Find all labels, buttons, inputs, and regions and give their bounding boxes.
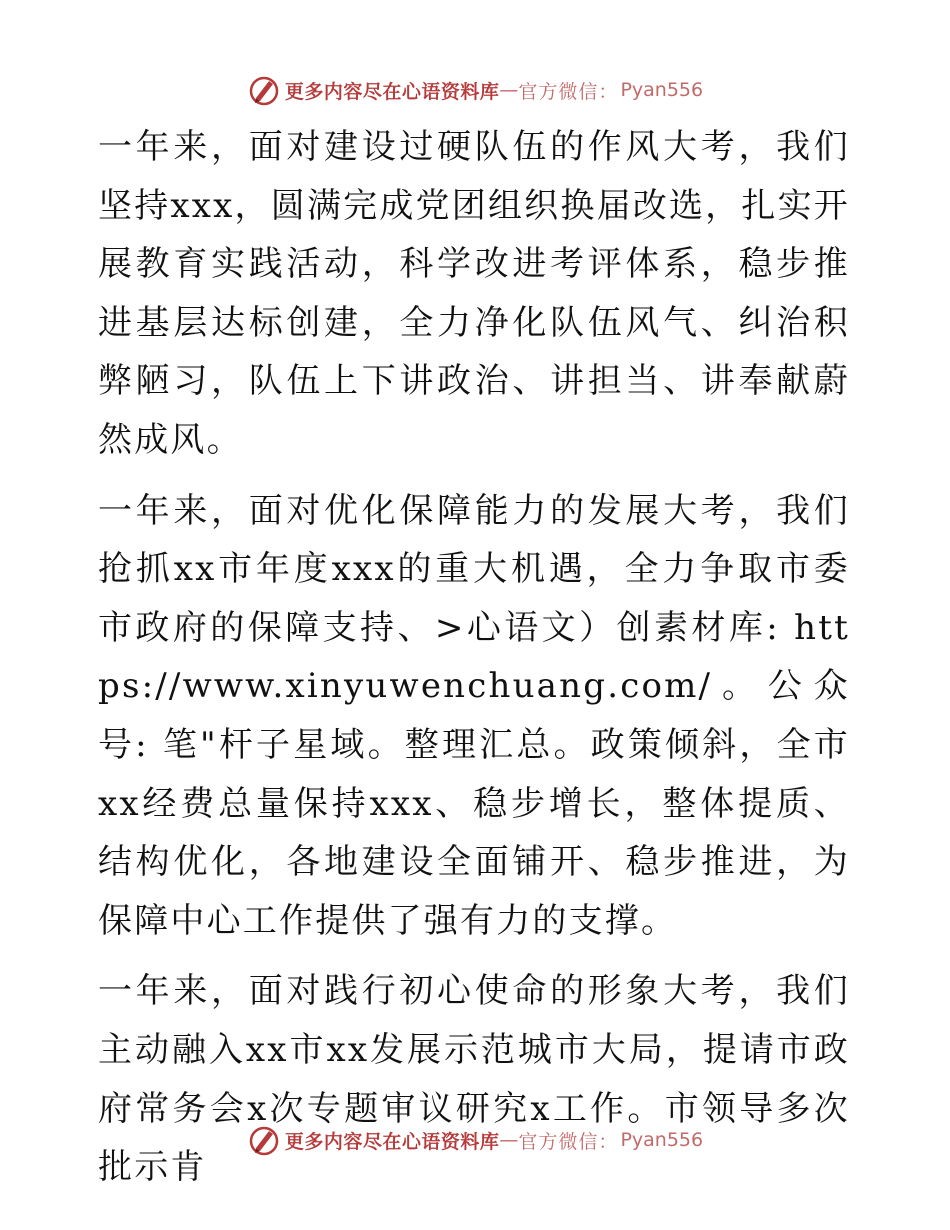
watermark-wechat-id: Pyan556 (620, 1129, 704, 1151)
pen-circle-logo-icon (247, 1123, 281, 1157)
watermark-footer (0, 1120, 950, 1160)
watermark-dash: — (499, 79, 519, 101)
watermark-official-label: 官方微信： (518, 80, 619, 103)
document-body (98, 118, 850, 1197)
paragraph-2: 一年来，面对优化保障能力的发展大考，我们抢抓xx市年度xxx的重大机遇，全力争取市委市政府的保障支持、>心语文）创素材库: https://www.xinyuwenchuang.com/。公众号: 笔"杆子星域。整理汇总。政策倾斜，全市xx经费总量保持xxx、稳步增长，整体提质、结构优化，各地建设全面铺开、稳步推进，为保障中心工作提供了强有力的支撑。 (98, 490, 850, 941)
watermark-header (0, 70, 950, 110)
watermark-main-text: 更多内容尽在心语资料库 (284, 1130, 500, 1153)
watermark-main-text: 更多内容尽在心语资料库 (284, 80, 500, 103)
watermark-dash: — (499, 1129, 519, 1151)
paragraph-1: 一年来，面对建设过硬队伍的作风大考，我们坚持xxx，圆满完成党团组织换届改选，扎实开展教育实践活动，科学改进考评体系，稳步推进基层达标创建，全力净化队伍风气、纠治积弊陋习，队伍上下讲政治、讲担当、讲奉献蔚然成风。 (98, 127, 850, 460)
pen-circle-logo-icon (247, 73, 281, 107)
watermark-wechat-id: Pyan556 (620, 79, 704, 101)
watermark-official-label: 官方微信： (518, 1130, 619, 1153)
paragraph-3: 一年来，面对践行初心使命的形象大考，我们主动融入xx市xx发展示范城市大局，提请市政府常务会x次专题审议研究x工作。市领导多次批示肯 (98, 971, 850, 1188)
